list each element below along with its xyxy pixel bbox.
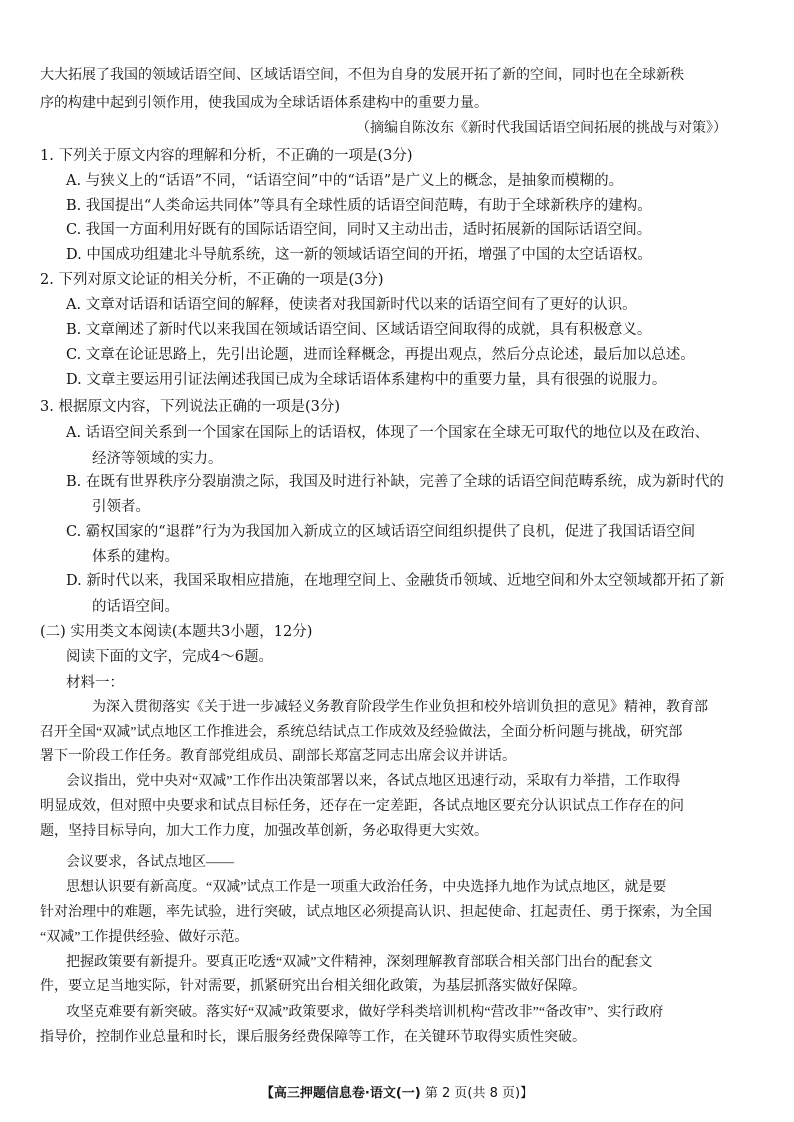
question-1-option-a: A. 与狭义上的“话语”不同，“话语空间”中的“话语”是广义上的概念，是抽象而模糊的。	[66, 173, 624, 189]
question-3-option-d-cont: 的话语空间。	[92, 599, 179, 615]
source-citation: （摘编自陈汝东《新时代我国话语空间拓展的挑战与对策》）	[356, 121, 727, 136]
material-paragraph-line: 把握政策要有新提升。要真正吃透“双减”文件精神，深刻理解教育部联合相关部门出台的配套文	[66, 955, 653, 970]
passage-line: 大大拓展了我国的领域话语空间、区域话语空间，不但为自身的发展开拓了新的空间，同时也在全球新秩	[40, 68, 684, 83]
material-paragraph-line: 会议要求，各试点地区——	[66, 855, 234, 870]
material-paragraph-line: “双减”工作提供经验、做好示范。	[40, 930, 249, 945]
question-2-stem: 2. 下列对原文论证的相关分析，不正确的一项是(3分)	[40, 272, 384, 288]
section-instruction: 阅读下面的文字，完成4～6题。	[66, 649, 273, 665]
question-3-option-c-cont: 体系的建构。	[92, 549, 179, 565]
footer-page-number: 第 2 页(共 8 页)】	[424, 1086, 534, 1101]
question-3-stem: 3. 根据原文内容，下列说法正确的一项是(3分)	[40, 399, 340, 415]
question-3-option-a-cont: 经济等领域的实力。	[92, 451, 223, 467]
material-paragraph-line: 件，要立足当地实际，针对需要，抓紧研究出台相关细化政策，为基层抓落实做好保障。	[40, 979, 586, 994]
page-footer	[0, 1085, 794, 1103]
question-2-option-a: A. 文章对话语和话语空间的解释，使读者对我国新时代以来的话语空间有了更好的认识。	[66, 297, 637, 313]
question-1-stem: 1. 下列关于原文内容的理解和分析，不正确的一项是(3分)	[40, 148, 413, 164]
question-3-option-b: B. 在既有世界秩序分裂崩溃之际，我国及时进行补缺，完善了全球的话语空间范畴系统，成为新时代的	[66, 474, 724, 490]
material-label: 材料一：	[66, 675, 124, 691]
question-3-option-b-cont: 引领者。	[92, 499, 150, 515]
material-paragraph-line: 针对治理中的难题，率先试验，进行突破，试点地区必须提高认识、担起使命、扛起责任、勇于探索，为全国	[40, 905, 712, 920]
material-paragraph-line: 题，坚持目标导向，加大工作力度，加强改革创新，务必取得更大实效。	[40, 824, 488, 839]
question-1-option-c: C. 我国一方面利用好既有的国际话语空间，同时又主动出击，适时拓展新的国际话语空间。	[66, 222, 652, 238]
material-paragraph-line: 署下一阶段工作任务。教育部党组成员、副部长郑富芝同志出席会议并讲话。	[40, 749, 516, 764]
question-3-option-a: A. 话语空间关系到一个国家在国际上的话语权，体现了一个国家在全球无可取代的地位以及在政治、	[66, 425, 710, 441]
question-1-option-d: D. 中国成功组建北斗导航系统，这一新的领域话语空间的开拓，增强了中国的太空话语权。	[66, 247, 652, 263]
material-paragraph-line: 明显成效，但对照中央要求和试点目标任务，还存在一定差距，各试点地区要充分认识试点工作存在的问	[40, 799, 684, 814]
question-1-option-b: B. 我国提出“人类命运共同体”等具有全球性质的话语空间范畴，有助于全球新秩序的建构。	[66, 198, 652, 214]
material-paragraph-line: 召开全国“双减”试点地区工作推进会，系统总结试点工作成效及经验做法，全面分析问题与挑战，研究部	[40, 725, 683, 740]
material-paragraph-line: 为深入贯彻落实《关于进一步减轻义务教育阶段学生作业负担和校外培训负担的意见》精神，教育部	[92, 700, 708, 715]
section-heading: (二) 实用类文本阅读(本题共3小题，12分)	[40, 624, 313, 640]
footer-title: 【高三押题信息卷·语文(一)	[260, 1086, 421, 1101]
material-paragraph-line: 思想认识要有新高度。“双减”试点工作是一项重大政治任务，中央选择九地作为试点地区，就是要	[66, 880, 667, 895]
question-2-option-c: C. 文章在论证思路上，先引出论题，进而诠释概念，再提出观点，然后分点论述，最后加以总述。	[66, 347, 695, 363]
passage-line: 序的构建中起到引领作用，使我国成为全球话语体系建构中的重要力量。	[40, 96, 488, 111]
question-3-option-c: C. 霸权国家的“退群”行为为我国加入新成立的区域话语空间组织提供了良机，促进了我国话语空间	[66, 524, 696, 540]
material-paragraph-line: 攻坚克难要有新突破。落实好“双减”政策要求，做好学科类培训机构“营改非”“备改审”、实行政府	[66, 1005, 664, 1020]
material-paragraph-line: 指导价，控制作业总量和时长，课后服务经费保障等工作，在关键环节取得实质性突破。	[40, 1030, 586, 1045]
material-paragraph-line: 会议指出，党中央对“双减”工作作出决策部署以来，各试点地区迅速行动，采取有力举措，工作取得	[66, 774, 681, 789]
question-3-option-d: D. 新时代以来，我国采取相应措施，在地理空间上、金融货币领域、近地空间和外太空领域都开拓了新	[66, 573, 725, 589]
question-2-option-b: B. 文章阐述了新时代以来我国在领域话语空间、区域话语空间取得的成就，具有积极意义。	[66, 322, 652, 338]
question-2-option-d: D. 文章主要运用引证法阐述我国已成为全球话语体系建构中的重要力量，具有很强的说服力。	[66, 372, 667, 388]
